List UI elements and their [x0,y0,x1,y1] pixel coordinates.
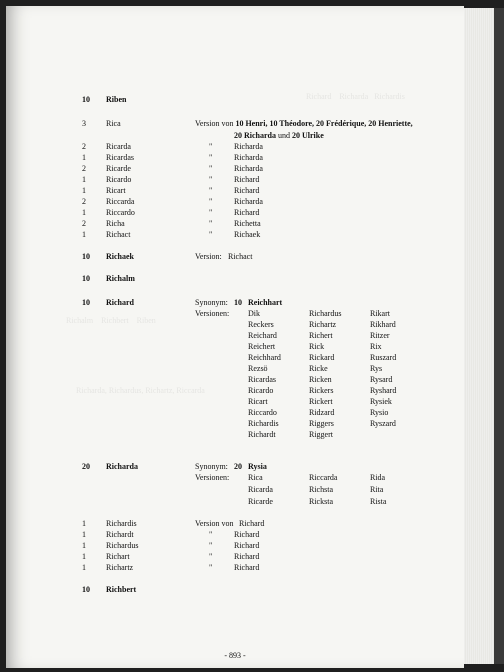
richard-version-name: Ricken [309,375,332,384]
richard-version-name: Ritzer [370,331,390,340]
richard-version-name: Rix [370,342,382,351]
richard-version-name: Richert [309,331,333,340]
richard-version-name: Rickers [309,386,334,395]
richard-version-name: Richardt [248,430,276,439]
richarda-version-name: Rista [370,497,387,506]
richarda-version-name: Ricarde [248,497,273,506]
richarda-version-name: Rita [370,485,384,494]
richarda-version-name: Rida [370,473,386,482]
richard-version-name: Riggers [309,419,334,428]
page-number: - 893 - [224,651,246,660]
richard-version-name: Reichard [248,331,277,340]
book-page-edges [464,8,494,664]
richard-version-name: Riccardo [248,408,277,417]
book-page: Richard Richarda Richardis Richalm Richbert Riben Richarda, Richardus, Richartz, Riccarda 10 Riben 3 Rica Version von 10 Henri, 10 Théodore, 20 Frédérique, 20 Henriette, 20 Richarda und 20 Ulrike 2 Ricarda " Richarda 1 Ricardas " Richarda 2 Ricarde " Richarda 1 Ricardo " Richard 1 Ricart " Richard 2 Riccarda " Richarda 1 Riccardo " Richard 2 Richa " Richetta 1 Richact " Richaek 10 Richaek Version: Richact 10 Richalm 10 Richard Synonym: 10 Reichhart Versionen: Dik Richardus Rikart 20 Richarda Synonym: 20 Rysia Versionen: 1 Richardis Version von Richard 1 Richardt " Richard 1 Richardus " Richard 1 Richart " Richard 1 Richartz " Richard 10 Richbert - 893 - Reckers Richartz Rikhard Reichard Richert Ritzer Reichert Rick Rix Reichhard Rickard Ruszard Rezsö Ricke Rys Ricardas Ricken Rysard Ricardo Rickers Ryshard Ricart Rickert Rysiek Riccardo Ridzard Rysio Richardis Riggers Ryszard Richardt Riggert Rica Riccarda Rida Ricarda Richsta Rita Ricarde Ricksta Rista [6,6,464,668]
richarda-version-name: Rica [248,473,263,482]
book-cover-edge [494,8,504,664]
rica-version-line1: Version von 10 Henri, 10 Théodore, 20 Frédérique, 20 Henriette, [195,119,413,128]
richard-version-name: Rysard [370,375,393,384]
richard-version-name: Ricardas [248,375,276,384]
richard-version-name: Ruszard [370,353,397,362]
rica-version-line2: 20 Richarda und 20 Ulrike [234,131,324,140]
richard-version-name: Riggert [309,430,333,439]
richarda-version-name: Riccarda [309,473,338,482]
richard-version-name: Rickard [309,353,335,362]
richard-version-name: Reichert [248,342,276,351]
richard-version-name: Ryshard [370,386,397,395]
richard-version-name: Rys [370,364,383,373]
richard-version-name: Ricart [248,397,268,406]
richard-version-name: Ryszard [370,419,396,428]
richard-version-name: Rysio [370,408,389,417]
richard-version-name: Richartz [309,320,337,329]
richard-version-name: Rick [309,342,325,351]
richard-version-name: Richardis [248,419,279,428]
richarda-version-name: Richsta [309,485,333,494]
richard-version-name: Rickert [309,397,333,406]
richard-version-name: Rysiek [370,397,392,406]
richard-version-name: Ricardo [248,386,274,395]
richard-version-name: Rezsö [248,364,268,373]
richard-version-name: Rikhard [370,320,396,329]
richarda-version-name: Ricksta [309,497,333,506]
richard-version-name: Ricke [309,364,328,373]
richard-version-name: Reichhard [248,353,281,362]
richard-version-name: Ridzard [309,408,335,417]
richarda-version-name: Ricarda [248,485,273,494]
richard-version-name: Reckers [248,320,274,329]
